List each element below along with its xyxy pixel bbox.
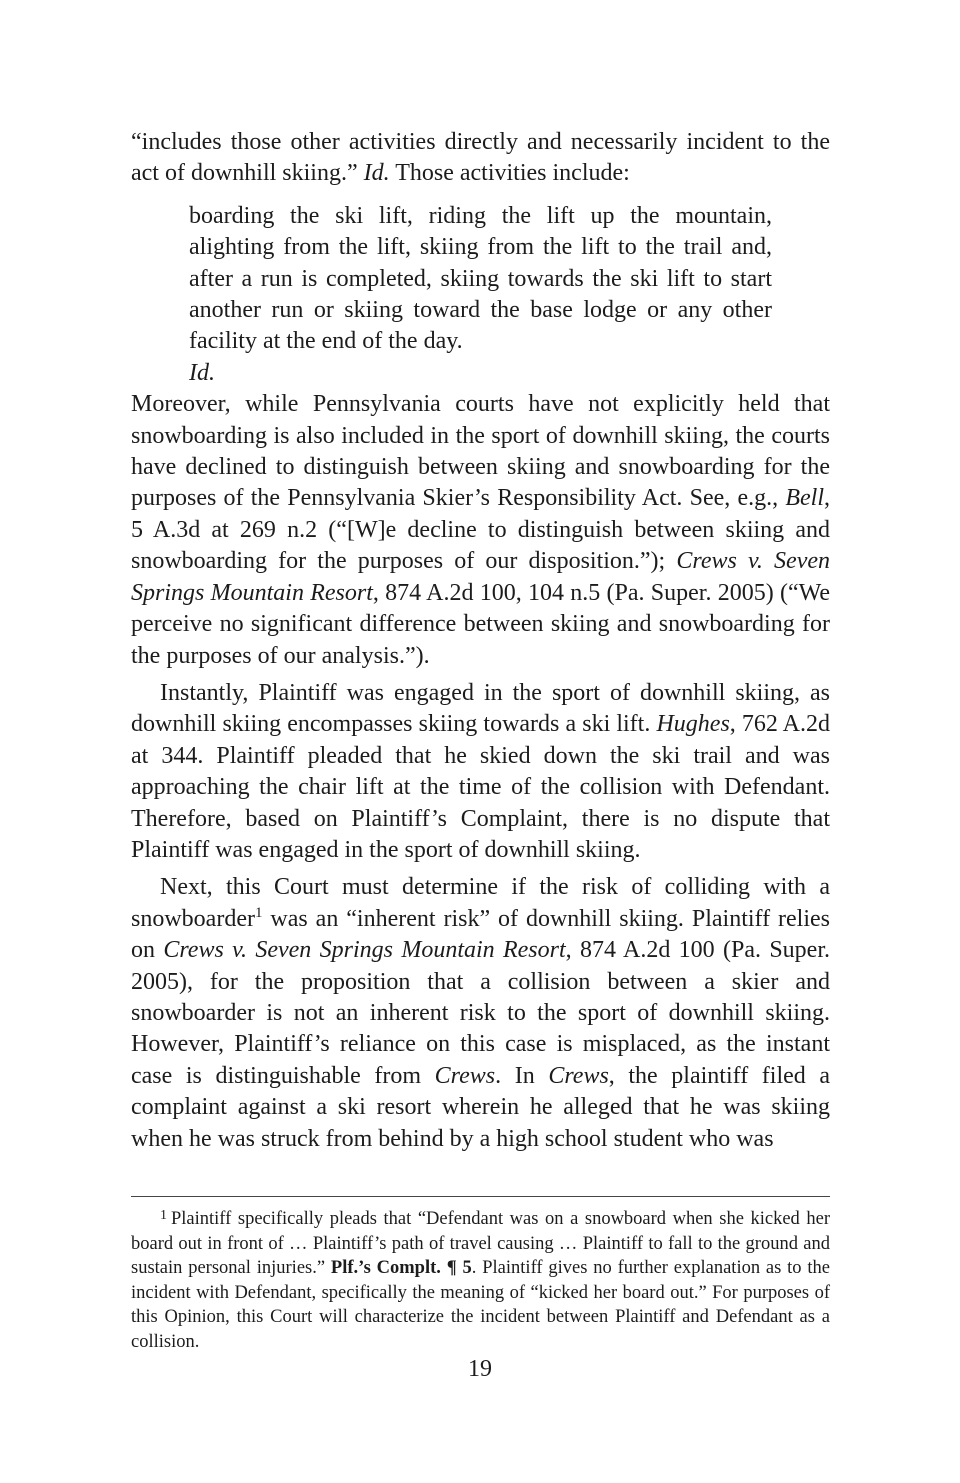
paragraph-4: Next, this Court must determine if the risk of colliding with a snowboarder$^1$ was an “inherent risk” of downhill skiing. Plaintiff relies on Crews v. Seven Springs Mountain Resort, 874 A.2d 100 (Pa. Super. 2005), for the proposition that a collision between a skier and snowboarder is not an inherent risk to the sport of downhill skiing. However, Plaintiff’s reliance on this case is misplaced, as the instant case is distinguishable from Crews. In Crews, the plaintiff filed a complaint against a ski resort wherein he alleged that he was skiing when he was struck from behind by a high school student who was bbox=[131, 874, 831, 1152]
body-text bbox=[131, 127, 830, 1155]
paragraph-1: “includes those other activities directly and necessarily incident to the act of downhill skiing.” Id. Those activities include: bbox=[131, 129, 830, 187]
footnote-marker: 1 bbox=[160, 1208, 167, 1223]
id-citation: Id. bbox=[363, 160, 390, 187]
block-quote-citation: Id. bbox=[189, 359, 215, 386]
footnote-reference: 1 bbox=[254, 904, 263, 921]
case-name-crews: Crews v. Seven Springs Mountain Resort bbox=[163, 937, 566, 964]
paragraph-3: Instantly, Plaintiff was engaged in the sport of downhill skiing, as downhill skiing encompasses skiing towards a ski lift. Hughes, 762 A.2d at 344. Plaintiff pleaded that he skied down the ski trail and was approaching the chair lift at the time of the collision with Defendant. Therefore, based on Plaintiff’s Complaint, there is no dispute that Plaintiff was engaged in the sport of downhill skiing. bbox=[131, 679, 830, 863]
paragraph-2: Moreover, while Pennsylvania courts have not explicitly held that snowboarding is also included in the sport of downhill skiing, the courts have declined to distinguish between skiing and snowboarding for the purposes of the Pennsylvania Skier’s Responsibility Act. See, e.g., Bell, 5 A.3d at 269 n.2 (“[W]e decline to distinguish between skiing and snowboarding for the purposes of our disposition.”); Crews v. Seven Springs Mountain Resort, 874 A.2d 100, 104 n.5 (Pa. Super. 2005) (“We perceive no significant difference between skiing and snowboarding for the purposes of our analysis.”). bbox=[131, 391, 831, 669]
case-name-crews: Crews v. Seven Springs Mountain Resort bbox=[131, 548, 830, 606]
footnote bbox=[131, 1207, 830, 1355]
case-name-crews: Crews bbox=[548, 1062, 609, 1089]
case-name-crews: Crews bbox=[434, 1062, 496, 1089]
footnote-1: $^1$ Plaintiff specifically pleads that “Defendant was on a snowboard when she kicked her board out in front of … Plaintiff’s path of travel causing … Plaintiff to fall to the ground and sustain personal injuries.” Plf.’s Complt. ¶ 5. Plaintiff gives no further explanation as to the incident with Defendant, specifically the meaning of “kicked her board out.” For purposes of this Opinion, this Court will characterize the incident between Plaintiff and Defendant as a collision. bbox=[131, 1208, 830, 1352]
case-name-bell: Bell bbox=[785, 485, 824, 512]
case-name-hughes: Hughes bbox=[656, 711, 730, 738]
footnote-divider bbox=[131, 1196, 830, 1197]
block-quote: boarding the ski lift, riding the lift up the mountain, alighting from the lift, skiing from the lift to the trail and, after a run is completed, skiing towards the ski lift to start another run or skiing toward the base lodge or any other facility at the end of the day. bbox=[189, 202, 772, 355]
complaint-citation: Plf.’s Complt. ¶ 5 bbox=[330, 1258, 472, 1279]
page-number: 19 bbox=[468, 1356, 492, 1382]
